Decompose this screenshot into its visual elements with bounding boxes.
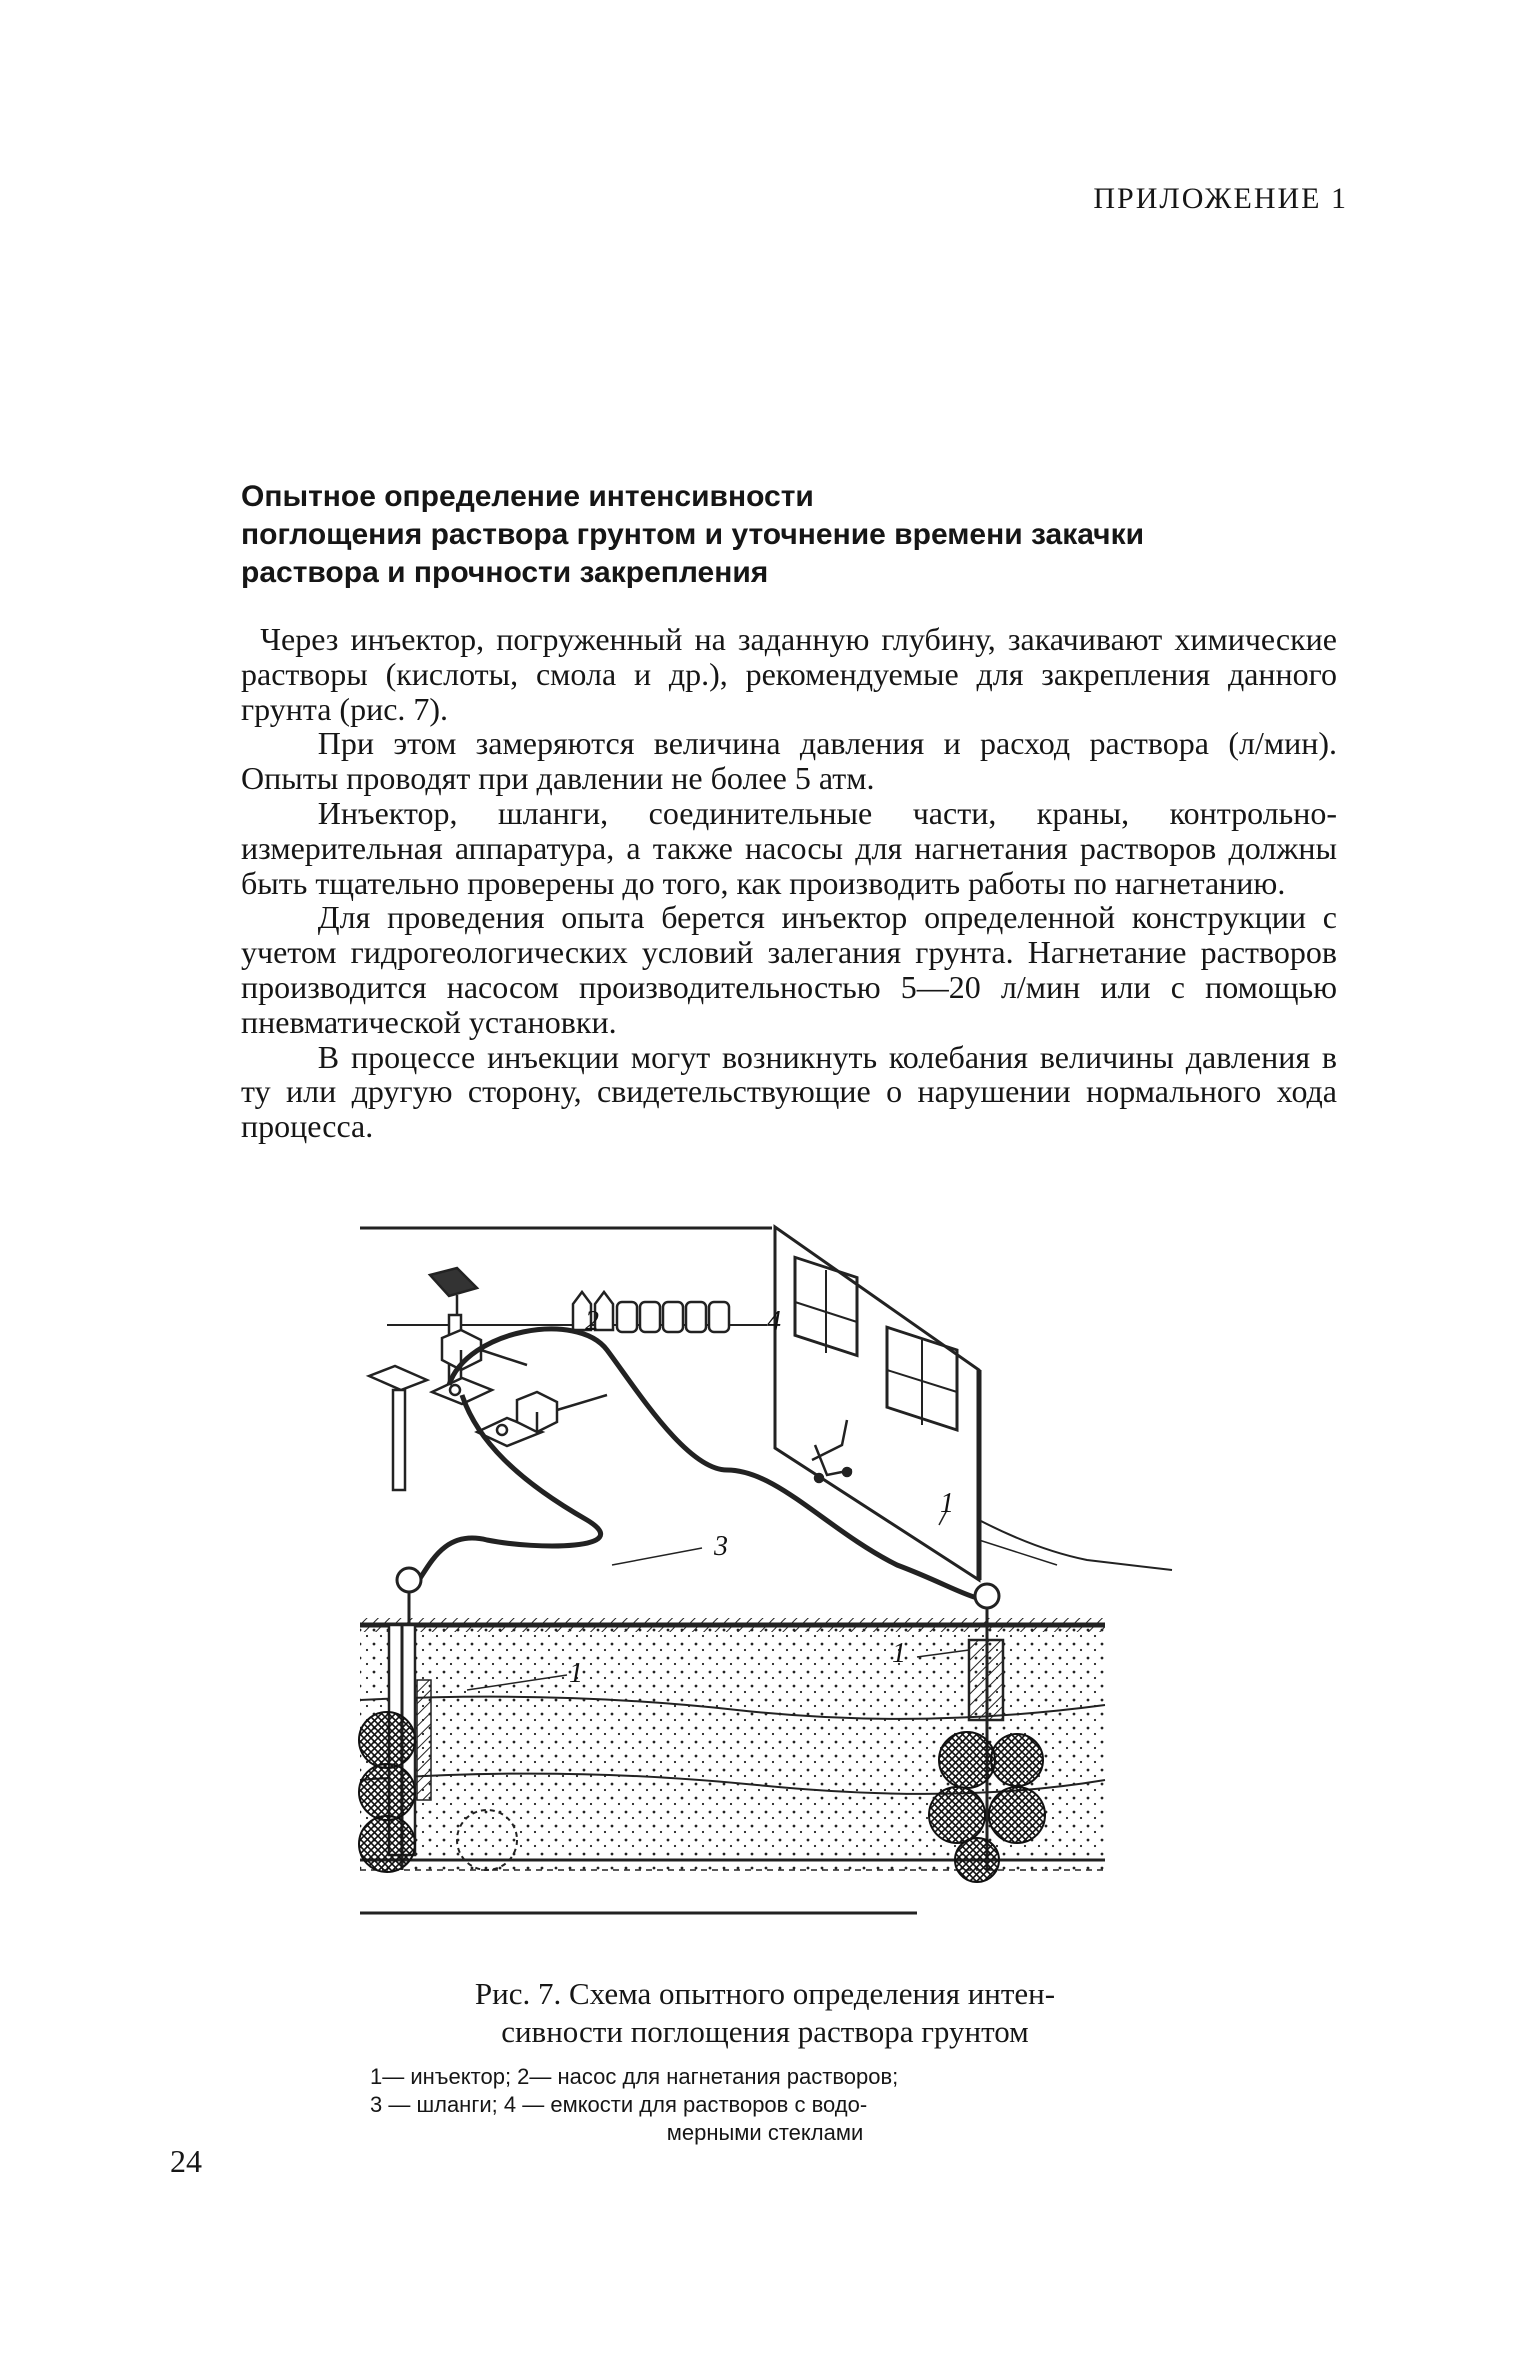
measuring-post (369, 1366, 427, 1490)
label-injector-right: 1 (892, 1638, 906, 1669)
paragraph: В процессе инъекции могут возникнуть колебания величины давления в ту или другую сторону, свидетельствующие о нарушении нормального хода процесса. (241, 1038, 1337, 1145)
section-title-line: Опытное определение интенсивности (241, 480, 814, 513)
injection-scheme-illustration (357, 1220, 1177, 1980)
label-injector-hose: 1 (940, 1488, 954, 1519)
figure-caption (370, 1975, 1160, 2147)
label-tanks: 4 (767, 1306, 781, 1337)
figure-7 (357, 1220, 1177, 1980)
running-head: ПРИЛОЖЕНИЕ 1 (1093, 182, 1348, 215)
caption-title (370, 1975, 1160, 2051)
page-number: 24 (170, 2143, 202, 2179)
paragraph: Для проведения опыта берется инъектор определенной конструкции с учетом гидрогеологических условий залегания грунта. Нагнетание растворов производится насосом производительностью 5—20 л/мин или с помощью пневматической установки. (241, 899, 1337, 1040)
caption-title-line: сивности поглощения раствора грунтом (501, 2014, 1029, 2049)
wall-with-windows (775, 1227, 979, 1580)
section-title-line: поглощения раствора грунтом и уточнение времени закачки (241, 518, 1145, 551)
section-title (241, 478, 1351, 592)
label-injector-left: 1 (569, 1658, 583, 1689)
terrain-slope (979, 1520, 1172, 1570)
body-text (241, 622, 1337, 1144)
caption-legend-line: мерными стеклами (666, 2120, 864, 2145)
caption-legend (370, 2063, 1160, 2147)
caption-legend-line: 3 — шланги; 4 — емкости для растворов с водо- (370, 2092, 868, 2117)
paragraph: При этом замеряются величина давления и расход раствора (л/мин). Опыты проводят при давлении не более 5 атм. (241, 725, 1337, 797)
label-pump: 2 (585, 1306, 599, 1337)
caption-title-line: Рис. 7. Схема опытного определения интен- (474, 1976, 1056, 2011)
paragraph: Через инъектор, погруженный на заданную глубину, закачивают химические растворы (кислоты, смола и др.), рекомендуемые для закрепления данного грунта (рис. 7). (241, 621, 1337, 727)
label-hoses: 3 (714, 1531, 728, 1562)
section-title-line: раствора и прочности закрепления (241, 556, 769, 589)
caption-legend-line: 1— инъектор; 2— насос для нагнетания растворов; (370, 2064, 899, 2089)
paragraph: Инъектор, шланги, соединительные части, краны, контрольно-измерительная аппаратура, а также насосы для нагнетания растворов должны быть тщательно проверены до того, как производить работы по нагнетанию. (241, 794, 1337, 901)
